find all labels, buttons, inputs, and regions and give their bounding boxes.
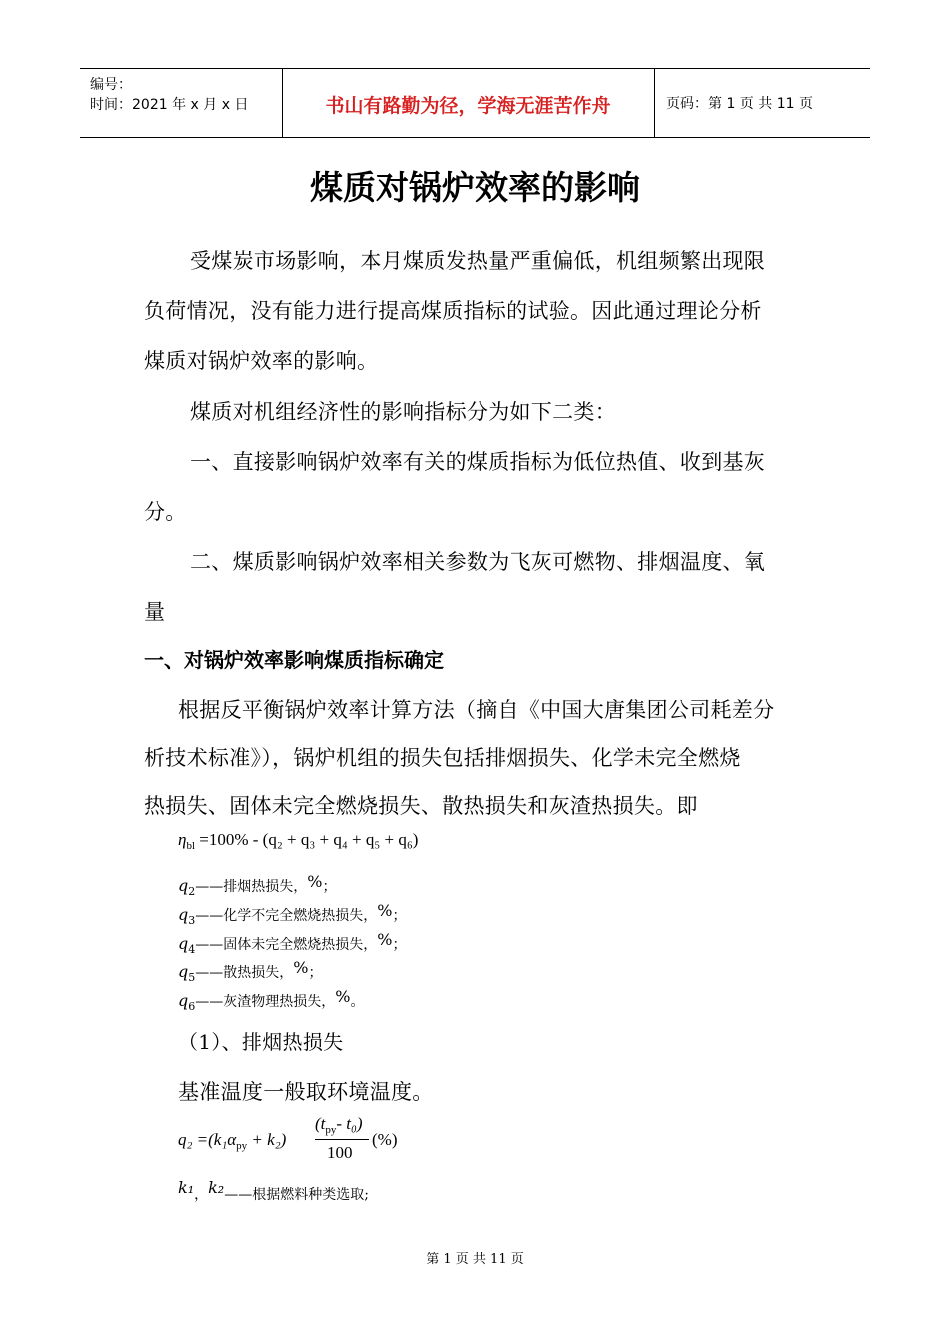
k-def-text: ——根据燃料种类选取; — [224, 1187, 369, 1203]
formula2-unit: (%) — [372, 1130, 398, 1149]
formula2-alpha-sub: py — [236, 1140, 248, 1152]
definition-item — [178, 930, 406, 956]
def-end: ； — [392, 937, 407, 953]
def-unit: % — [307, 872, 323, 891]
def-text: ——固体未完全燃烧热损失， — [195, 937, 378, 953]
def-unit: % — [335, 987, 351, 1006]
def-text: ——散热损失， — [195, 965, 294, 981]
document-title: 煤质对锅炉效率的影响 — [310, 168, 640, 207]
formula-lhs: η — [178, 830, 187, 849]
def-sub: 6 — [188, 1000, 196, 1013]
formula2-mid: + k₂) — [247, 1130, 287, 1149]
definition-item — [178, 987, 364, 1013]
paragraph-line: 根据反平衡锅炉效率计算方法（摘自《中国大唐集团公司耗差分 — [178, 698, 775, 722]
def-text: ——排烟热损失， — [195, 879, 308, 895]
definition-item — [178, 958, 322, 984]
definition-item — [178, 901, 406, 927]
def-text: ——化学不完全燃烧热损失， — [195, 908, 378, 924]
header-page-info: 页码：第 1 页 共 11 页 — [666, 96, 813, 112]
def-unit: % — [377, 901, 393, 920]
time-label: 时间：2021 年 x 月 x 日 — [90, 97, 249, 113]
formula2-num-text: (t — [315, 1114, 326, 1133]
paragraph-line: 煤质对锅炉效率的影响。 — [144, 349, 379, 373]
def-var: q — [178, 876, 189, 895]
k-comma: ， — [194, 1187, 209, 1203]
paragraph-line: 热损失、固体未完全燃烧损失、散热损失和灰渣热损失。即 — [144, 794, 698, 818]
efficiency-formula — [178, 830, 418, 852]
header-motto: 书山有路勤为径，学海无涯苦作舟 — [325, 95, 611, 117]
paragraph-line: 煤质对机组经济性的影响指标分为如下二类： — [190, 400, 616, 424]
def-end: ； — [308, 965, 323, 981]
section-heading: 一、对锅炉效率影响煤质指标确定 — [144, 648, 444, 672]
header-divider — [654, 69, 655, 137]
fraction-bar — [315, 1139, 369, 1140]
def-text: ——灰渣物理热损失， — [195, 994, 336, 1010]
def-unit: % — [293, 958, 309, 977]
def-var: q — [178, 905, 189, 924]
def-sub: 2 — [188, 885, 196, 898]
number-label: 编号： — [90, 77, 132, 93]
paragraph-line: 二、煤质影响锅炉效率相关参数为飞灰可燃物、排烟温度、氧 — [190, 550, 766, 574]
header-meta — [90, 75, 248, 115]
def-var: q — [178, 962, 189, 981]
def-var: q — [178, 934, 189, 953]
formula2-numerator — [315, 1114, 363, 1136]
formula-lhs-subscript: bl — [186, 840, 195, 852]
def-end: 。 — [350, 994, 365, 1010]
subsection-heading: （1）、排烟热损失 — [178, 1030, 344, 1054]
def-unit: % — [377, 930, 393, 949]
def-end: ； — [392, 908, 407, 924]
paragraph-line: 量 — [144, 600, 166, 624]
paragraph-line: 基准温度一般取环境温度。 — [178, 1080, 434, 1104]
def-end: ； — [322, 879, 337, 895]
k1-symbol: k₁ — [178, 1178, 195, 1197]
definition-item — [178, 872, 336, 898]
k2-symbol: k₂ — [208, 1178, 225, 1197]
formula2-num-sub: py — [325, 1124, 337, 1136]
paragraph-line: 分。 — [144, 500, 187, 524]
formula-rhs: =100% - (q₂ + q₃ + q₄ + q₅ + q₆) — [199, 830, 419, 849]
k-definition — [178, 1178, 369, 1204]
formula2-denominator: 100 — [327, 1143, 353, 1162]
formula2-lhs — [178, 1130, 286, 1152]
paragraph-line: 负荷情况，没有能力进行提高煤质指标的试验。因此通过理论分析 — [144, 299, 762, 323]
paragraph-line: 析技术标准》），锅炉机组的损失包括排烟损失、化学未完全燃烧 — [144, 746, 741, 770]
document-header — [80, 68, 870, 138]
def-var: q — [178, 991, 189, 1010]
formula2-lhs-text: q₂ =(k₁α — [178, 1130, 237, 1149]
page-footer: 第 1 页 共 11 页 — [426, 1252, 524, 1267]
paragraph-line: 受煤炭市场影响，本月煤质发热量严重偏低，机组频繁出现限 — [190, 249, 766, 273]
def-sub: 3 — [188, 914, 196, 927]
formula2-num-rest: - t₀) — [336, 1114, 363, 1133]
def-sub: 5 — [188, 971, 196, 984]
paragraph-line: 一、直接影响锅炉效率有关的煤质指标为低位热值、收到基灰 — [190, 450, 766, 474]
def-sub: 4 — [188, 943, 196, 956]
